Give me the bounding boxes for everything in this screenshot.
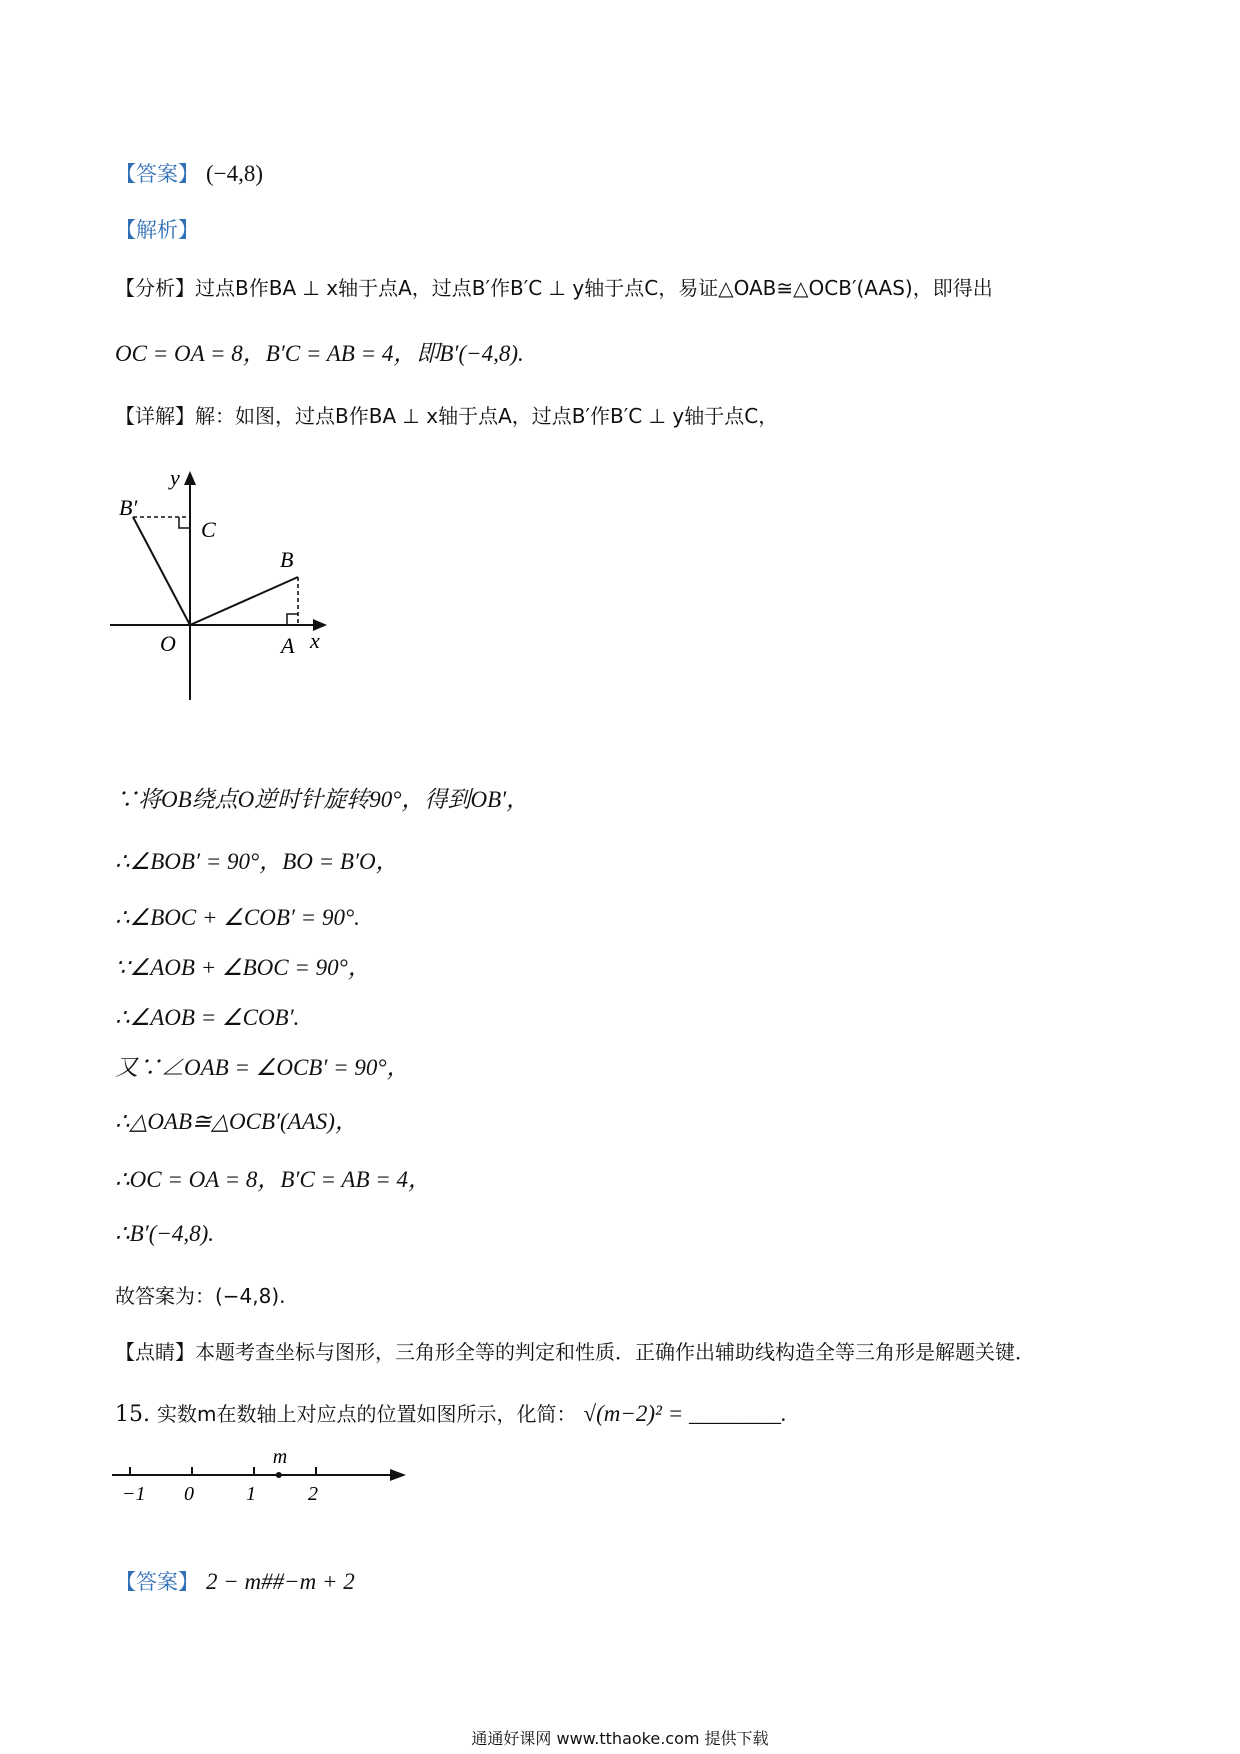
proof-step bbox=[115, 904, 360, 932]
detail-line bbox=[115, 404, 778, 430]
number-line-arrow bbox=[390, 1469, 406, 1481]
tick-label: −1 bbox=[122, 1483, 146, 1505]
tick-label: 2 bbox=[308, 1483, 318, 1505]
jiexi-tag: 【解析】 bbox=[115, 218, 199, 242]
conclusion-text: 故答案为：(−4,8). bbox=[115, 1284, 286, 1308]
point-m-label: m bbox=[272, 1446, 288, 1468]
detail-tag: 【详解】 bbox=[115, 404, 195, 428]
answer-line bbox=[115, 160, 263, 188]
footer-text: 通通好课网 www.tthaoke.com 提供下载 bbox=[471, 1729, 769, 1748]
label-B: B bbox=[280, 547, 294, 572]
proof-step-text: 又∵∠OAB = ∠OCB′ = 90°， bbox=[115, 1055, 410, 1080]
proof-step-text: ∴OC = OA = 8，B′C = AB = 4， bbox=[115, 1167, 432, 1192]
segment-OB bbox=[190, 577, 298, 625]
question-expression: √(m−2)² = ________. bbox=[583, 1401, 787, 1426]
comment-tag: 【点睛】 bbox=[115, 1340, 195, 1364]
question-number: 15. bbox=[115, 1402, 150, 1427]
geometry-figure bbox=[105, 465, 345, 705]
number-line bbox=[110, 1445, 420, 1505]
right-angle-A bbox=[287, 614, 298, 625]
comment-text: 本题考查坐标与图形，三角形全等的判定和性质．正确作出辅助线构造全等三角形是解题关键． bbox=[195, 1340, 1035, 1364]
analysis-text-2: OC = OA = 8，B′C = AB = 4，即B′(−4,8). bbox=[115, 341, 524, 366]
label-O: O bbox=[160, 631, 176, 656]
proof-step bbox=[115, 1054, 410, 1082]
answer15-tag: 【答案】 bbox=[115, 1570, 199, 1594]
tick-label: 1 bbox=[246, 1483, 256, 1505]
comment-line bbox=[115, 1340, 1035, 1366]
label-x: x bbox=[310, 628, 320, 653]
answer15-line bbox=[115, 1568, 355, 1596]
analysis-line-1 bbox=[115, 276, 993, 302]
tick-label: 0 bbox=[184, 1483, 194, 1505]
proof-step-text: ∴△OAB≅△OCB′(AAS)， bbox=[115, 1109, 358, 1134]
question-text: 实数m在数轴上对应点的位置如图所示，化简： bbox=[157, 1402, 577, 1426]
conclusion-line bbox=[115, 1284, 286, 1310]
detail-text: 解：如图，过点B作BA ⊥ x轴于点A，过点B′作B′C ⊥ y轴于点C， bbox=[195, 404, 779, 428]
proof-step-text: ∴∠BOB′ = 90°，BO = B′O， bbox=[115, 849, 399, 874]
analysis-line-2 bbox=[115, 340, 524, 368]
answer15-value: 2 − m##−m + 2 bbox=[206, 1569, 355, 1594]
label-A: A bbox=[281, 633, 295, 658]
right-angle-C bbox=[179, 517, 190, 528]
label-C: C bbox=[201, 517, 216, 542]
answer-value: (−4,8) bbox=[206, 161, 264, 186]
analysis-text-1: 过点B作BA ⊥ x轴于点A，过点B′作B′C ⊥ y轴于点C，易证△OAB≅△OCB′(AAS)，即得出 bbox=[195, 276, 993, 300]
proof-step bbox=[115, 954, 371, 982]
question-15 bbox=[115, 1400, 787, 1428]
proof-step bbox=[115, 848, 399, 876]
proof-step bbox=[115, 1004, 299, 1032]
proof-step bbox=[115, 1108, 358, 1136]
proof-step-text: ∵∠AOB + ∠BOC = 90°， bbox=[115, 955, 371, 980]
jiexi-line bbox=[115, 218, 199, 244]
analysis-tag: 【分析】 bbox=[115, 276, 195, 300]
proof-step bbox=[115, 1166, 431, 1194]
point-m bbox=[276, 1472, 282, 1478]
proof-step-text: ∴∠BOC + ∠COB′ = 90°. bbox=[115, 905, 360, 930]
label-B-prime: B′ bbox=[119, 495, 138, 520]
label-y: y bbox=[170, 465, 180, 490]
answer-tag: 【答案】 bbox=[115, 162, 199, 186]
proof-step bbox=[115, 786, 529, 814]
y-axis-arrow bbox=[184, 471, 196, 485]
proof-step bbox=[115, 1220, 214, 1248]
proof-step-text: ∴∠AOB = ∠COB′. bbox=[115, 1005, 300, 1030]
segment-OB-prime bbox=[133, 517, 190, 625]
proof-step-text: ∵将OB绕点O逆时针旋转90°，得到OB′， bbox=[115, 787, 530, 812]
proof-step-text: ∴B′(−4,8). bbox=[115, 1221, 215, 1246]
